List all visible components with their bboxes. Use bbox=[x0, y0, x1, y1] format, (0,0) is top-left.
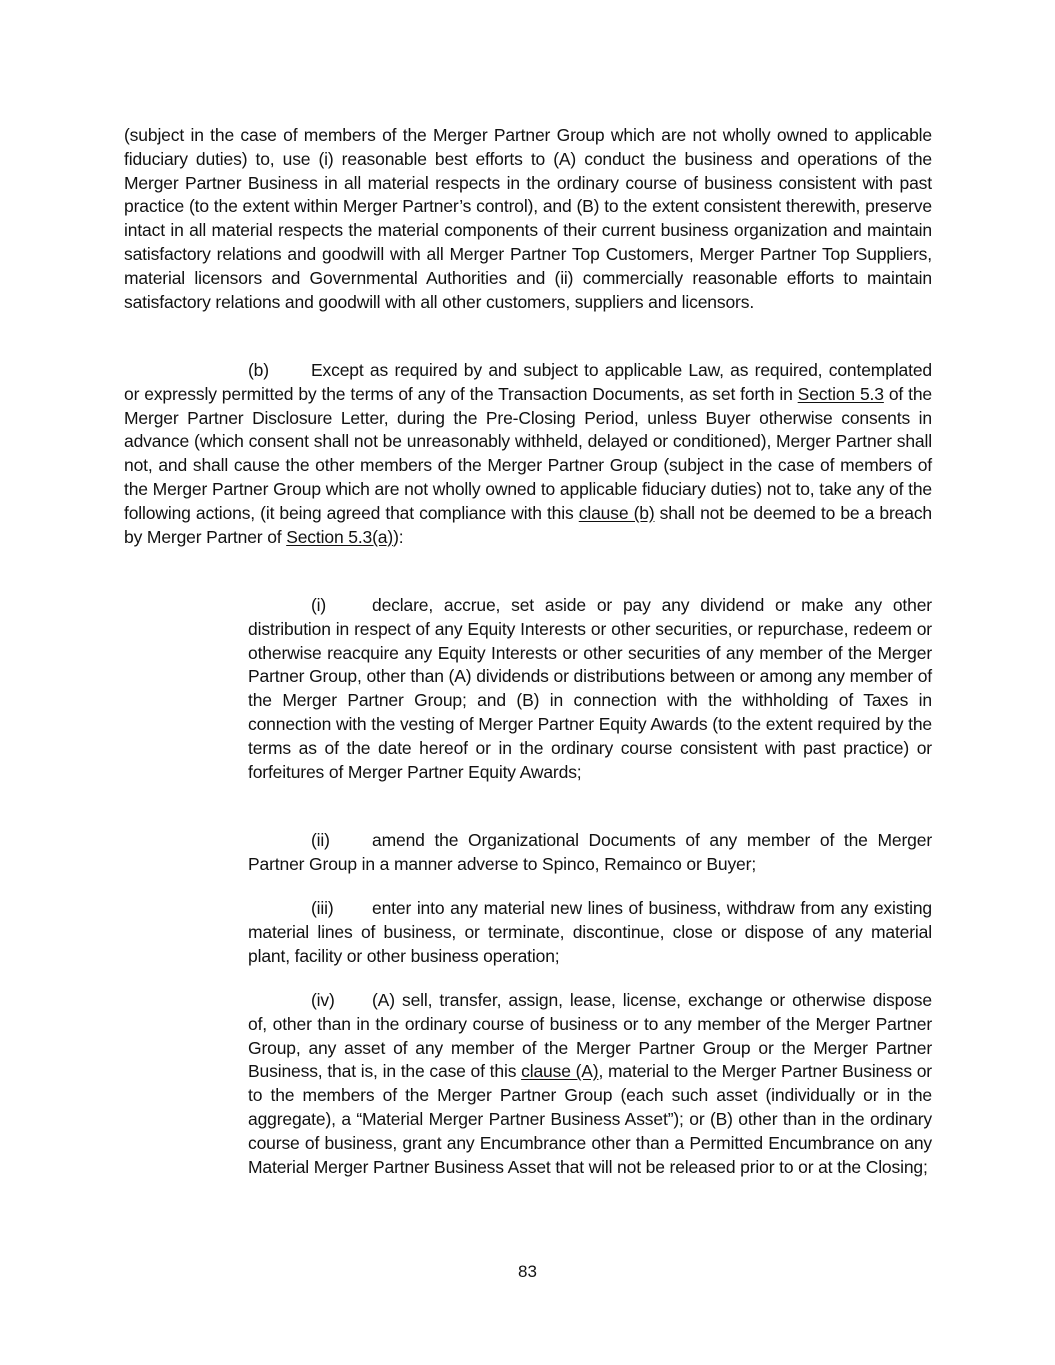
item-iv-text-2: , material to the Merger Partner Business or to the members of the Merger Partner Group (each such asset (individually or in the aggregate), a “Material Merger Partner Business Asset”); or (B) other than in the ordinary course of business, grant any Encumbrance other than a Permitted Encumbrance on any Material Merger Partner Business Asset that will not be released prior to or at the Closing; bbox=[248, 1061, 932, 1177]
opening-paragraph-text: (subject in the case of members of the Merger Partner Group which are not wholly owned to applicable fiduciary duties) to, use (i) reasonable best efforts to (A) conduct the business and operations of the Merger Partner Business in all material respects in the ordinary course of business consistent with past practice (to the extent within Merger Partner’s control), and (B) to the extent consistent therewith, preserve intact in all material respects the material components of their current business organization and maintain satisfactory relations and goodwill with all Merger Partner Top Customers, Merger Partner Top Suppliers, material licensors and Governmental Authorities and (ii) commercially reasonable efforts to maintain satisfactory relations and goodwill with all other customers, suppliers and licensors. bbox=[124, 125, 932, 312]
section-5-3-a-reference: Section 5.3(a) bbox=[286, 526, 394, 547]
section-5-3-reference: Section 5.3 bbox=[797, 383, 884, 404]
clause-b-paragraph-body bbox=[124, 359, 932, 549]
item-iii-text: enter into any material new lines of business, withdraw from any existing material lines of business, or terminate, discontinue, close or dispose of any material plant, facility or other business operation; bbox=[248, 898, 932, 966]
clause-b-text-3: shall not be deemed to be a breach by Merger Partner of bbox=[124, 502, 932, 547]
item-i-paragraph bbox=[248, 594, 932, 784]
item-ii-number: (ii) bbox=[311, 830, 330, 850]
item-iii-paragraph bbox=[248, 897, 932, 968]
item-iv-paragraph bbox=[248, 989, 932, 1179]
opening-paragraph bbox=[124, 124, 932, 314]
item-ii-text: amend the Organizational Documents of any member of the Merger Partner Group in a manner adverse to Spinco, Remainco or Buyer; bbox=[248, 830, 932, 874]
clause-b-text-2: of the Merger Partner Disclosure Letter, during the Pre-Closing Period, unless Buyer otherwise consents in advance (which consent shall not be unreasonably withheld, delayed or conditioned), Merger Partner shall not, and shall cause the other members of the Merger Partner Group (subject in the case of members of the Merger Partner Group which are not wholly owned to applicable fiduciary duties) not to, take any of the following actions, (it being agreed that compliance with this bbox=[124, 383, 932, 523]
clause-b-text-1: Except as required by and subject to applicable Law, as required, contemplated or expressly permitted by the terms of any of the Transaction Documents, as set forth in bbox=[124, 360, 932, 404]
item-iii-number: (iii) bbox=[311, 898, 334, 918]
item-i-text: declare, accrue, set aside or pay any dividend or make any other distribution in respect of any Equity Interests or other securities, or repurchase, redeem or otherwise reacquire any Equity Interests or other securities of any member of the Merger Partner Group, other than (A) dividends or distributions between or among any member of the Merger Partner Group; and (B) in connection with the withholding of Taxes in connection with the vesting of Merger Partner Equity Awards (to the extent required by the terms as of the date hereof or in the ordinary course consistent with past practice) or forfeitures of Merger Partner Equity Awards; bbox=[248, 595, 932, 782]
item-iv-text-1: (A) sell, transfer, assign, lease, license, exchange or otherwise dispose of, other than in the ordinary course of business or to any member of the Merger Partner Group, any asset of any member of the Merger Partner Group or the Merger Partner Business, that is, in the case of this bbox=[248, 990, 932, 1082]
clause-a-reference: clause (A) bbox=[521, 1061, 599, 1082]
clause-b-number: (b) bbox=[248, 360, 269, 380]
clause-b-text-4: ): bbox=[393, 526, 404, 547]
page-number: 83 bbox=[518, 1262, 537, 1281]
item-i-number: (i) bbox=[311, 595, 327, 615]
item-iv-number: (iv) bbox=[311, 990, 335, 1010]
clause-b-reference: clause (b) bbox=[578, 502, 655, 523]
item-ii-paragraph bbox=[248, 829, 932, 877]
